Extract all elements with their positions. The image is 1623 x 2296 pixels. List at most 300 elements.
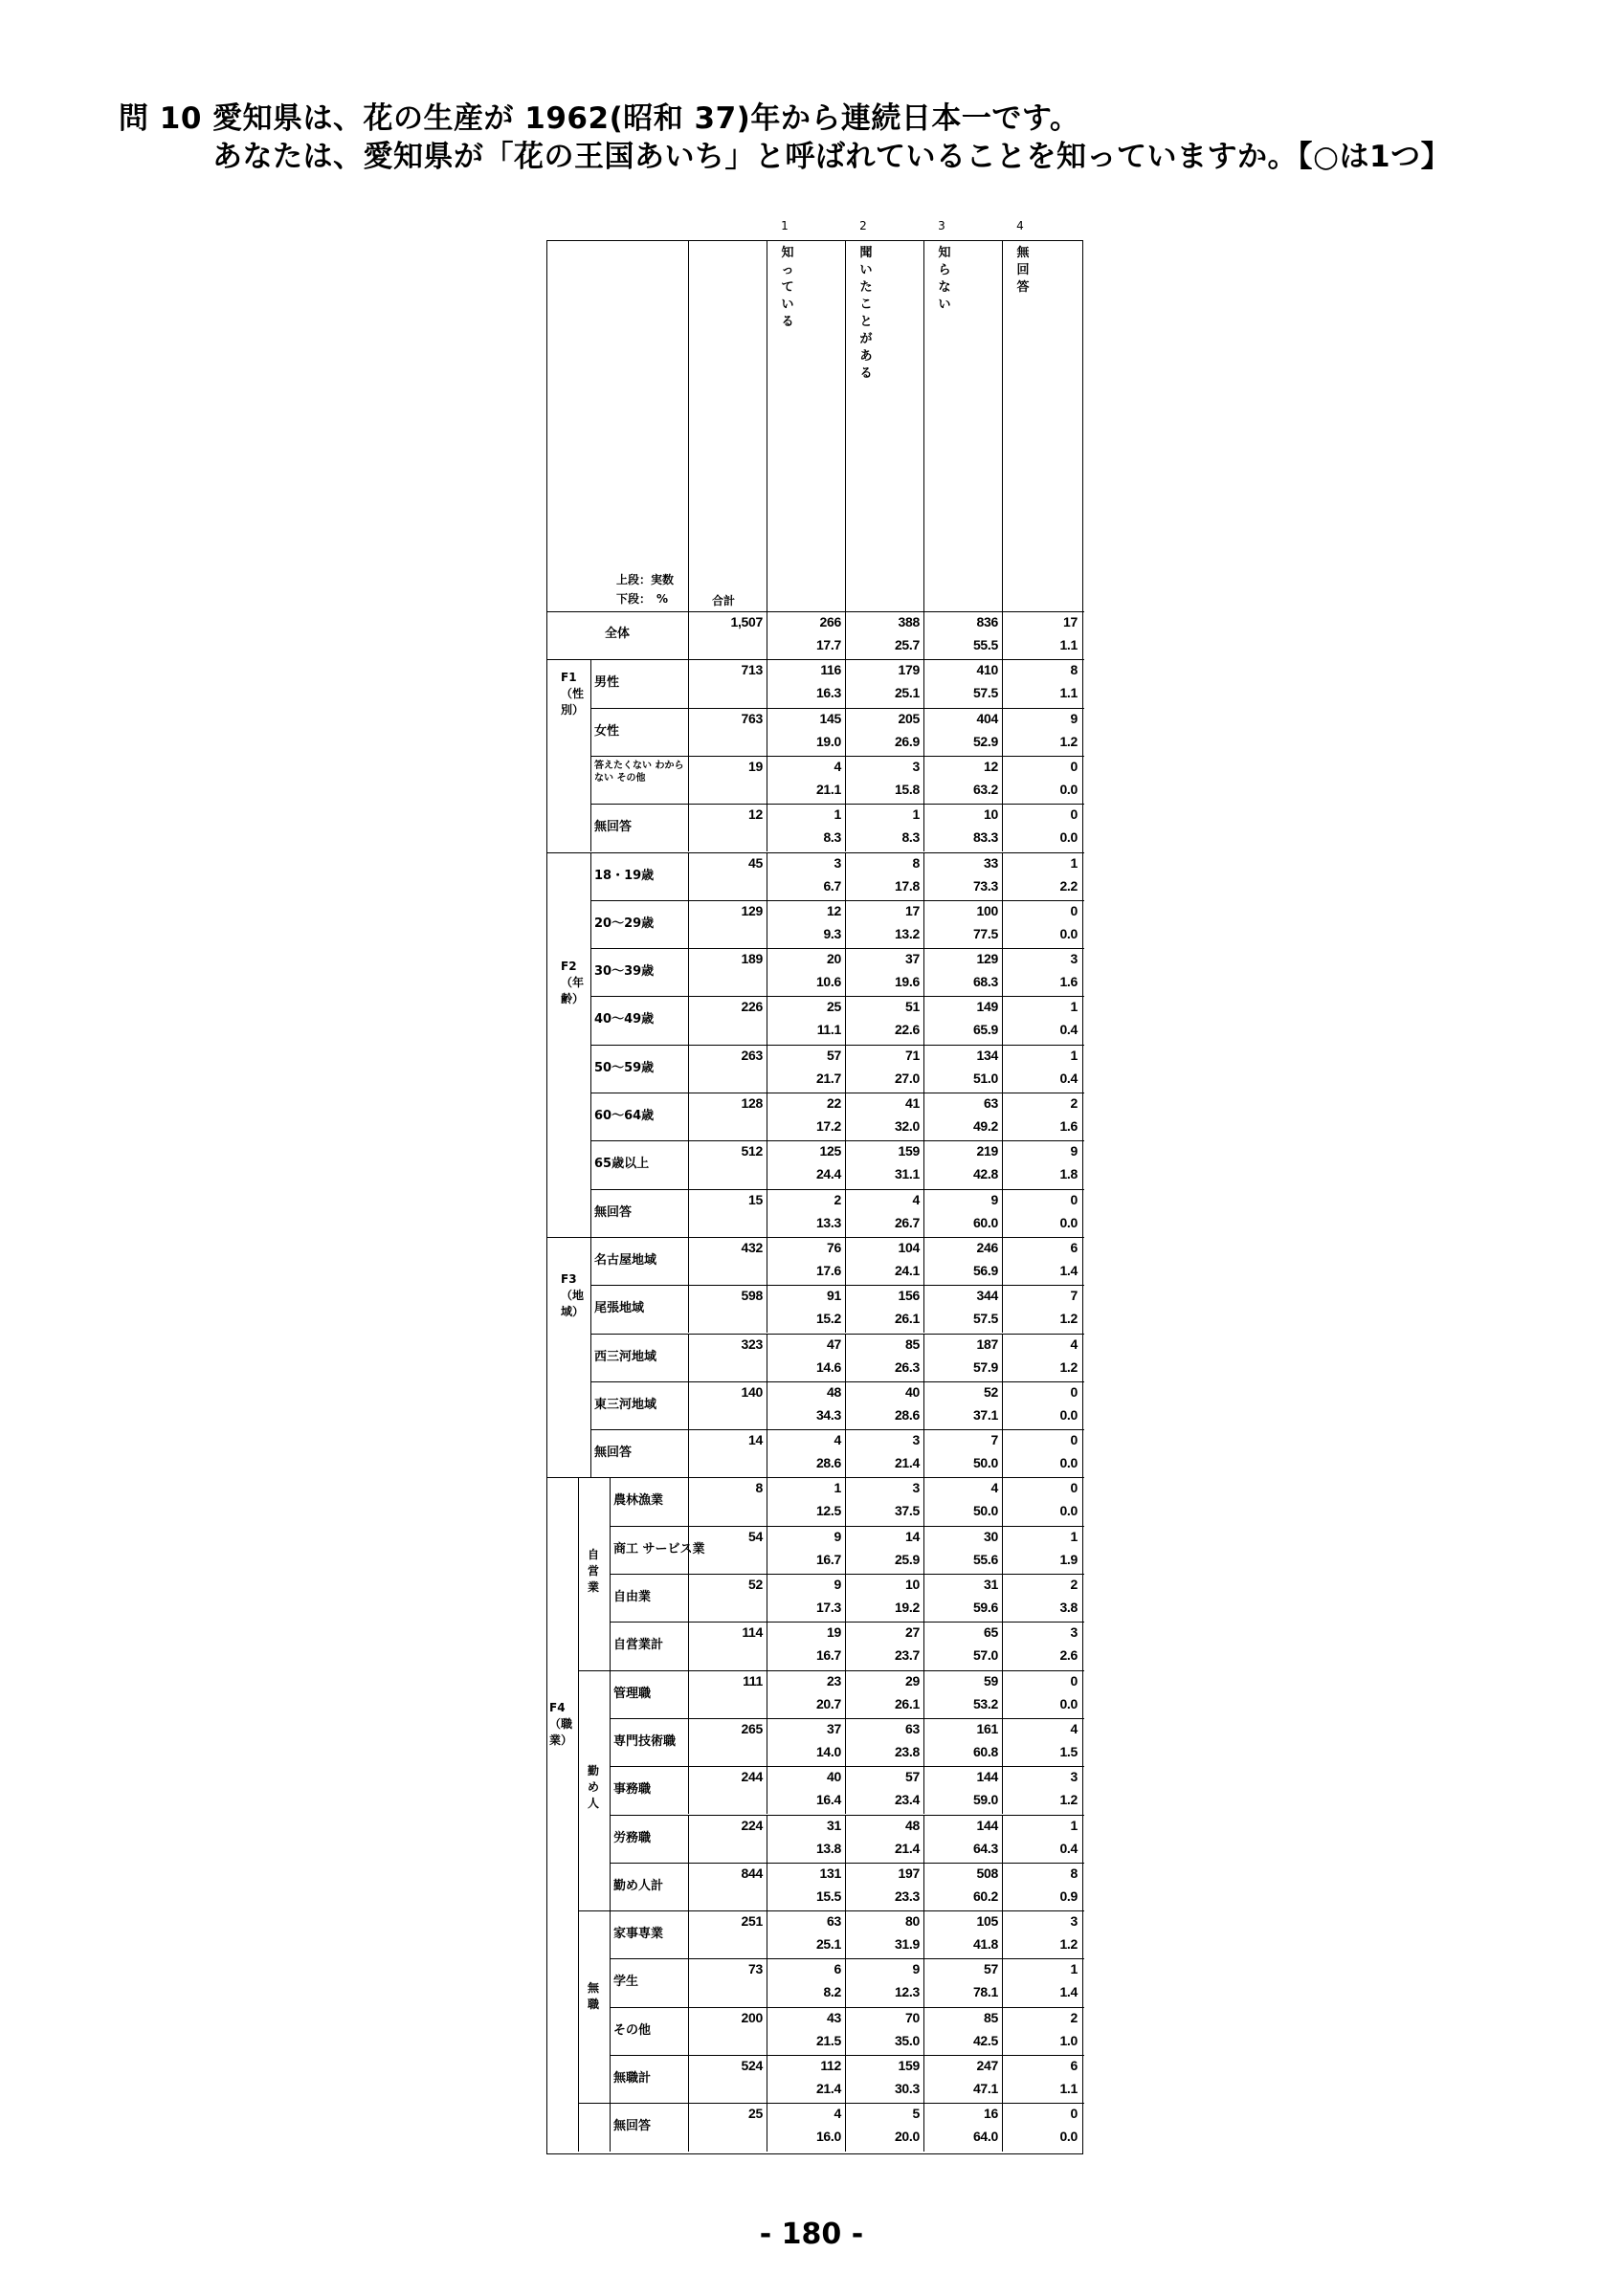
percent-value: 59.0 <box>972 1792 998 1808</box>
grid-line <box>688 900 689 948</box>
total-value: 45 <box>748 854 763 871</box>
count-value: 20 <box>827 951 841 967</box>
count-value: 37 <box>905 951 920 967</box>
percent-value: 37.5 <box>894 1503 920 1519</box>
percent-value: 26.1 <box>894 1695 920 1711</box>
percent-value: 14.6 <box>815 1358 841 1375</box>
grid-line <box>1002 1237 1003 1285</box>
grid-line <box>923 852 924 900</box>
count-value: 63 <box>827 1913 841 1930</box>
percent-value: 26.1 <box>894 1311 920 1327</box>
total-value: 323 <box>741 1336 763 1352</box>
percent-value: 28.6 <box>894 1406 920 1423</box>
percent-value: 10.6 <box>815 974 841 990</box>
grid-line <box>923 241 924 611</box>
grid-line <box>688 1766 689 1814</box>
total-value: 713 <box>741 662 763 678</box>
count-value: 12 <box>827 902 841 918</box>
grid-line <box>1002 1477 1003 1525</box>
percent-value: 64.0 <box>972 2129 998 2145</box>
count-value: 31 <box>984 1577 998 1592</box>
grid-line <box>688 2055 689 2103</box>
grid-line <box>578 2103 1084 2104</box>
grid-line <box>845 1718 846 1766</box>
grid-line <box>688 2103 689 2151</box>
percent-value: 35.0 <box>894 2032 920 2048</box>
grid-line <box>590 1334 1084 1335</box>
percent-value: 26.9 <box>894 733 920 749</box>
row-label: 60～64歳 <box>594 1109 655 1123</box>
column-number: 1 <box>781 219 789 232</box>
grid-line <box>688 1093 689 1140</box>
count-value: 4 <box>912 1191 920 1207</box>
total-value: 114 <box>742 1624 763 1641</box>
group-label: F1（性別） <box>561 670 585 717</box>
percent-value: 16.7 <box>815 1551 841 1567</box>
count-value: 4 <box>990 1480 998 1496</box>
group-label: F2（年齢） <box>561 959 585 1005</box>
row-label: 自由業 <box>613 1590 652 1604</box>
percent-value: 1.2 <box>1059 1936 1078 1953</box>
count-value: 179 <box>898 662 920 678</box>
grid-line <box>923 1285 924 1333</box>
percent-value: 15.5 <box>815 1888 841 1904</box>
percent-value: 37.1 <box>972 1406 998 1423</box>
grid-line <box>923 900 924 948</box>
grid-line <box>590 1381 1084 1382</box>
grid-line <box>688 1622 689 1669</box>
total-header: 合計 <box>712 594 736 607</box>
grid-line <box>923 1815 924 1863</box>
count-value: 0 <box>1070 1480 1078 1496</box>
total-value: 265 <box>741 1720 763 1736</box>
count-value: 266 <box>819 614 841 629</box>
percent-value: 20.7 <box>815 1695 841 1711</box>
grid-line <box>1002 1958 1003 2006</box>
grid-line <box>923 756 924 804</box>
row-label: 学生 <box>613 1975 639 1990</box>
percent-value: 6.7 <box>823 877 841 894</box>
row-label: 事務職 <box>613 1782 652 1798</box>
percent-value: 49.2 <box>972 1118 998 1134</box>
percent-value: 17.2 <box>815 1118 841 1134</box>
percent-value: 1.2 <box>1059 1311 1078 1327</box>
count-value: 3 <box>912 1480 920 1496</box>
grid-line <box>845 1237 846 1285</box>
grid-line <box>845 1381 846 1429</box>
row-label: 専門技術職 <box>613 1733 677 1749</box>
crosstab-table <box>546 240 1083 2154</box>
count-value: 8 <box>912 854 920 871</box>
grid-line <box>688 708 689 756</box>
grid-line <box>590 1140 1084 1141</box>
grid-line <box>590 1045 1084 1046</box>
count-value: 134 <box>976 1047 998 1063</box>
total-value: 52 <box>748 1577 763 1592</box>
grid-line <box>1002 1285 1003 1333</box>
percent-value: 57.5 <box>972 1311 998 1327</box>
percent-value: 0.0 <box>1059 781 1078 797</box>
grid-line <box>610 1863 1084 1864</box>
count-value: 7 <box>1070 1288 1078 1304</box>
count-value: 30 <box>984 1528 998 1544</box>
column-header: 聞いたことがある <box>859 246 873 381</box>
percent-value: 25.9 <box>894 1551 920 1567</box>
grid-line <box>590 948 1084 949</box>
grid-line <box>1002 1622 1003 1669</box>
count-value: 145 <box>819 710 841 726</box>
grid-line <box>845 1574 846 1622</box>
grid-line <box>845 852 846 900</box>
count-value: 25 <box>827 999 841 1015</box>
grid-line <box>688 1140 689 1188</box>
percent-value: 57.0 <box>972 1647 998 1664</box>
total-value: 14 <box>748 1432 763 1448</box>
row-label: 男性 <box>594 675 620 691</box>
row-label: 労務職 <box>613 1830 652 1845</box>
page-number: - 180 - <box>759 2218 864 2251</box>
count-value: 76 <box>827 1239 841 1255</box>
count-value: 9 <box>990 1191 998 1207</box>
count-value: 16 <box>984 2106 998 2122</box>
count-value: 205 <box>898 710 920 726</box>
count-value: 63 <box>905 1720 920 1736</box>
grid-line <box>923 611 924 659</box>
count-value: 17 <box>1063 614 1078 629</box>
grid-line <box>923 1718 924 1766</box>
percent-value: 15.8 <box>894 781 920 797</box>
grid-line <box>845 2103 846 2151</box>
grid-line <box>845 996 846 1044</box>
percent-value: 14.0 <box>815 1743 841 1759</box>
percent-value: 60.2 <box>972 1888 998 1904</box>
count-value: 7 <box>990 1432 998 1448</box>
percent-value: 0.9 <box>1059 1888 1078 1904</box>
count-value: 85 <box>905 1336 920 1352</box>
percent-value: 0.4 <box>1059 1840 1078 1856</box>
grid-line <box>610 1574 1084 1575</box>
total-value: 25 <box>748 2106 763 2122</box>
percent-value: 31.1 <box>894 1166 920 1182</box>
percent-value: 1.1 <box>1059 2081 1078 2096</box>
percent-value: 59.6 <box>972 1600 998 1615</box>
percent-value: 60.8 <box>972 1743 998 1759</box>
percent-value: 31.9 <box>894 1936 920 1953</box>
percent-value: 8.2 <box>823 1984 841 2000</box>
percent-value: 17.6 <box>815 1262 841 1278</box>
percent-value: 55.5 <box>972 637 998 652</box>
grid-line <box>923 1766 924 1814</box>
grid-line <box>547 659 1084 660</box>
total-value: 1,507 <box>730 614 763 629</box>
percent-value: 78.1 <box>972 1984 998 2000</box>
count-value: 0 <box>1070 2106 1078 2122</box>
count-value: 48 <box>905 1817 920 1833</box>
grid-line <box>845 1429 846 1477</box>
grid-line <box>923 948 924 996</box>
grid-line <box>845 2055 846 2103</box>
percent-value: 28.6 <box>815 1455 841 1471</box>
grid-line <box>1002 1526 1003 1574</box>
count-value: 1 <box>1070 1047 1078 1063</box>
grid-line <box>923 1958 924 2006</box>
grid-line <box>547 1237 1084 1238</box>
grid-line <box>688 1429 689 1477</box>
count-value: 10 <box>905 1577 920 1592</box>
percent-value: 9.3 <box>823 925 841 941</box>
percent-value: 11.1 <box>816 1022 841 1038</box>
grid-line <box>1002 611 1003 659</box>
percent-value: 20.0 <box>894 2129 920 2145</box>
grid-line <box>1002 1910 1003 1958</box>
count-value: 3 <box>912 1432 920 1448</box>
count-value: 1 <box>1070 1817 1078 1833</box>
count-value: 63 <box>984 1095 998 1111</box>
count-value: 33 <box>984 854 998 871</box>
grid-line <box>845 1670 846 1718</box>
count-value: 10 <box>984 806 998 823</box>
grid-line <box>547 1477 1084 1478</box>
count-value: 4 <box>1070 1336 1078 1352</box>
subgroup-label: 無職 <box>587 1980 599 2011</box>
total-value: 140 <box>741 1383 763 1400</box>
count-value: 57 <box>905 1769 920 1785</box>
percent-value: 23.4 <box>894 1792 920 1808</box>
grid-line <box>845 1045 846 1093</box>
grid-line <box>688 948 689 996</box>
grid-line <box>590 659 591 851</box>
grid-line <box>923 1237 924 1285</box>
grid-line <box>610 1718 1084 1719</box>
grid-line <box>845 1526 846 1574</box>
percent-value: 1.8 <box>1059 1166 1078 1182</box>
percent-value: 21.1 <box>815 781 841 797</box>
percent-value: 0.0 <box>1059 1406 1078 1423</box>
count-value: 4 <box>1070 1720 1078 1736</box>
percent-value: 65.9 <box>972 1022 998 1038</box>
grid-line <box>1002 2007 1003 2055</box>
grid-line <box>1002 1670 1003 1718</box>
percent-value: 1.2 <box>1059 1792 1078 1808</box>
percent-value: 15.2 <box>815 1311 841 1327</box>
count-value: 52 <box>984 1383 998 1400</box>
grid-line <box>610 1910 611 2103</box>
row-label: 65歳以上 <box>594 1157 650 1172</box>
grid-line <box>1002 708 1003 756</box>
count-value: 71 <box>905 1047 920 1063</box>
row-label: 無回答 <box>594 820 633 835</box>
count-value: 9 <box>1070 710 1078 726</box>
percent-value: 1.9 <box>1059 1551 1078 1567</box>
grid-line <box>1002 900 1003 948</box>
percent-value: 30.3 <box>894 2081 920 2096</box>
count-value: 246 <box>976 1239 998 1255</box>
grid-line <box>1002 1766 1003 1814</box>
column-number: 4 <box>1016 219 1024 232</box>
percent-value: 21.4 <box>894 1455 920 1471</box>
count-value: 508 <box>976 1865 998 1881</box>
question-title <box>119 99 1451 176</box>
count-value: 4 <box>834 758 841 774</box>
row-label: 尾張地域 <box>594 1301 645 1316</box>
percent-value: 23.3 <box>894 1888 920 1904</box>
total-value: 111 <box>743 1672 763 1689</box>
grid-line <box>688 1910 689 1958</box>
count-value: 41 <box>905 1095 920 1111</box>
grid-line <box>923 1381 924 1429</box>
percent-value: 51.0 <box>972 1070 998 1086</box>
count-value: 1 <box>834 1480 841 1496</box>
total-value: 844 <box>741 1865 763 1881</box>
percent-value: 52.9 <box>972 733 998 749</box>
count-value: 5 <box>912 2106 920 2122</box>
grid-line <box>923 1670 924 1718</box>
percent-value: 50.0 <box>972 1455 998 1471</box>
percent-value: 53.2 <box>972 1695 998 1711</box>
grid-line <box>688 2007 689 2055</box>
grid-line <box>923 1574 924 1622</box>
grid-line <box>923 1910 924 1958</box>
row-label: 無回答 <box>613 2119 652 2134</box>
count-value: 8 <box>1070 662 1078 678</box>
grid-line <box>845 756 846 804</box>
count-value: 19 <box>827 1624 841 1641</box>
percent-value: 12.5 <box>815 1503 841 1519</box>
percent-value: 16.4 <box>815 1792 841 1808</box>
count-value: 3 <box>834 854 841 871</box>
stub-note-2: 下段： % <box>616 592 669 606</box>
count-value: 3 <box>912 758 920 774</box>
grid-line <box>923 1093 924 1140</box>
row-label: 西三河地域 <box>594 1349 657 1364</box>
percent-value: 2.2 <box>1059 877 1078 894</box>
percent-value: 50.0 <box>972 1503 998 1519</box>
total-value: 432 <box>741 1239 763 1255</box>
percent-value: 25.1 <box>815 1936 841 1953</box>
count-value: 22 <box>827 1095 841 1111</box>
percent-value: 19.0 <box>815 733 841 749</box>
percent-value: 21.7 <box>815 1070 841 1086</box>
grid-line <box>923 1526 924 1574</box>
percent-value: 0.4 <box>1059 1022 1078 1038</box>
grid-line <box>610 1958 1084 1959</box>
count-value: 91 <box>827 1288 841 1304</box>
grid-line <box>590 1285 1084 1286</box>
grid-line <box>688 1815 689 1863</box>
percent-value: 1.6 <box>1059 1118 1078 1134</box>
count-value: 17 <box>905 902 920 918</box>
grid-line <box>1002 1815 1003 1863</box>
grid-line <box>845 1863 846 1910</box>
row-label: 18・19歳 <box>594 868 655 883</box>
row-label: 50～59歳 <box>594 1060 655 1075</box>
percent-value: 47.1 <box>972 2081 998 2096</box>
total-value: 226 <box>741 999 763 1015</box>
count-value: 836 <box>976 614 998 629</box>
count-value: 6 <box>1070 1239 1078 1255</box>
question-number: 問 10 <box>119 101 202 136</box>
count-value: 65 <box>984 1624 998 1641</box>
percent-value: 13.3 <box>815 1214 841 1230</box>
percent-value: 21.4 <box>894 1840 920 1856</box>
count-value: 12 <box>984 758 998 774</box>
percent-value: 1.2 <box>1059 1358 1078 1375</box>
grid-line <box>590 900 1084 901</box>
grid-line <box>590 1237 591 1478</box>
grid-line <box>845 708 846 756</box>
percent-value: 1.1 <box>1059 685 1078 701</box>
percent-value: 8.3 <box>901 829 920 846</box>
grid-line <box>923 1863 924 1910</box>
row-label: その他 <box>613 2022 652 2038</box>
group-label: F4（職業） <box>549 1700 573 1747</box>
grid-line <box>688 1189 689 1237</box>
count-value: 57 <box>984 1961 998 1977</box>
grid-line <box>1002 659 1003 707</box>
grid-line <box>1002 2103 1003 2151</box>
percent-value: 55.6 <box>972 1551 998 1567</box>
count-value: 1 <box>1070 1961 1078 1977</box>
grid-line <box>923 1189 924 1237</box>
grid-line <box>590 1429 1084 1430</box>
grid-line <box>1002 241 1003 611</box>
count-value: 9 <box>834 1528 841 1544</box>
percent-value: 32.0 <box>894 1118 920 1134</box>
grid-line <box>923 1477 924 1525</box>
grid-line <box>923 1622 924 1669</box>
grid-line <box>845 1334 846 1381</box>
total-value: 244 <box>741 1769 763 1785</box>
count-value: 2 <box>1070 1095 1078 1111</box>
percent-value: 3.8 <box>1059 1600 1078 1615</box>
percent-value: 1.4 <box>1059 1984 1078 2000</box>
row-label: 東三河地域 <box>594 1397 657 1412</box>
percent-value: 12.3 <box>894 1984 920 2000</box>
grid-line <box>610 2103 611 2151</box>
row-label: 20～29歳 <box>594 916 655 931</box>
percent-value: 21.5 <box>815 2032 841 2048</box>
grid-line <box>923 1045 924 1093</box>
count-value: 59 <box>984 1672 998 1689</box>
grid-line <box>1002 1140 1003 1188</box>
grid-line <box>1002 948 1003 996</box>
total-value: 598 <box>741 1288 763 1304</box>
percent-value: 0.4 <box>1059 1070 1078 1086</box>
grid-line <box>923 1334 924 1381</box>
grid-line <box>845 1910 846 1958</box>
grid-line <box>688 1334 689 1381</box>
count-value: 125 <box>819 1143 841 1159</box>
grid-line <box>688 804 689 851</box>
row-label: 無職計 <box>613 2071 652 2086</box>
grid-line <box>923 2055 924 2103</box>
grid-line <box>1002 2055 1003 2103</box>
grid-line <box>845 804 846 851</box>
count-value: 27 <box>905 1624 920 1641</box>
total-value: 251 <box>741 1913 763 1930</box>
grid-line <box>688 1526 689 1574</box>
count-value: 51 <box>905 999 920 1015</box>
grid-line <box>845 948 846 996</box>
grid-line <box>688 1477 689 1525</box>
percent-value: 17.8 <box>894 877 920 894</box>
grid-line <box>590 756 1084 757</box>
count-value: 31 <box>827 1817 841 1833</box>
percent-value: 0.0 <box>1059 1455 1078 1471</box>
grid-line <box>845 241 846 611</box>
grid-line <box>610 1526 1084 1527</box>
total-value: 73 <box>748 1961 763 1977</box>
